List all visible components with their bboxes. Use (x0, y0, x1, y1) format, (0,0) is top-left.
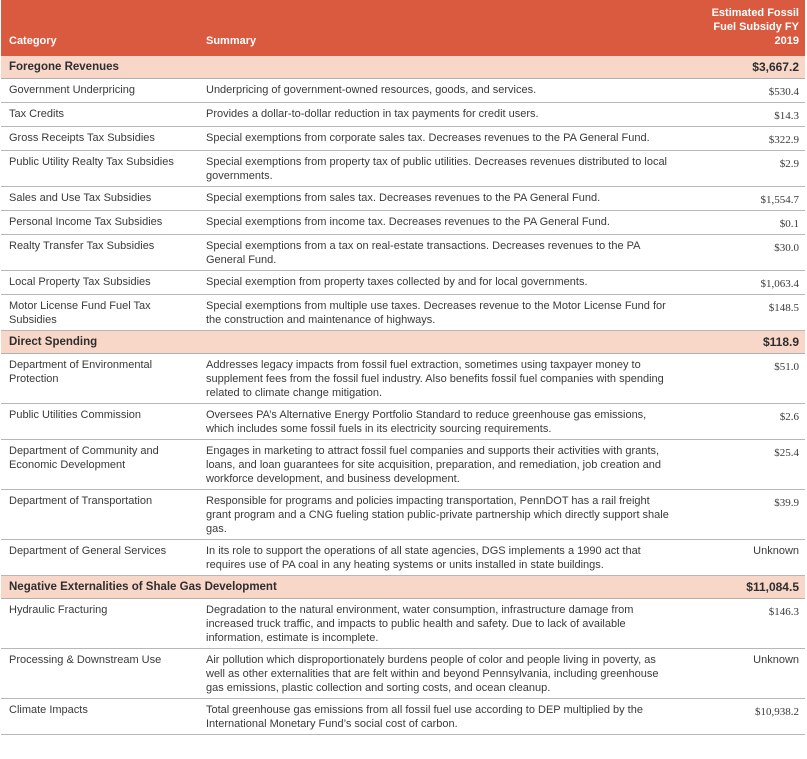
row-summary: Special exemptions from multiple use taxes. Decreases revenue to the Motor License Fund for the construction and maintenance of highways. (198, 295, 680, 331)
row-category: Department of Community and Economic Development (1, 440, 198, 490)
table-row (1, 440, 805, 490)
row-category: Motor License Fund Fuel Tax Subsidies (1, 295, 198, 331)
row-summary: In its role to support the operations of all state agencies, DGS implements a 1990 act that requires use of PA coal in any heating systems or units installed in state buildings. (198, 540, 680, 576)
row-summary: Special exemptions from sales tax. Decreases revenues to the PA General Fund. (198, 187, 680, 211)
row-summary: Special exemptions from income tax. Decreases revenues to the PA General Fund. (198, 211, 680, 235)
row-value: $2.9 (680, 151, 805, 187)
table-row (1, 404, 805, 440)
row-summary: Special exemption from property taxes collected by and for local governments. (198, 271, 680, 295)
row-summary: Special exemptions from corporate sales tax. Decreases revenues to the PA General Fund. (198, 127, 680, 151)
table-row (1, 127, 805, 151)
row-summary: Special exemptions from a tax on real-estate transactions. Decreases revenues to the PA General Fund. (198, 235, 680, 271)
section-header (1, 331, 805, 354)
section-total: $118.9 (680, 331, 805, 354)
row-category: Personal Income Tax Subsidies (1, 211, 198, 235)
header-summary: Summary (198, 0, 680, 56)
section-header (1, 56, 805, 79)
row-category: Gross Receipts Tax Subsidies (1, 127, 198, 151)
row-summary: Degradation to the natural environment, water consumption, infrastructure damage from increased truck traffic, and impacts to public health and safety. Due to lack of available information, estimate is incomplete. (198, 599, 680, 649)
row-value: $14.3 (680, 103, 805, 127)
section-title: Negative Externalities of Shale Gas Development (1, 576, 680, 599)
row-value: $322.9 (680, 127, 805, 151)
row-value: $2.6 (680, 404, 805, 440)
row-value: $30.0 (680, 235, 805, 271)
row-summary: Responsible for programs and policies impacting transportation, PennDOT has a rail freight grant program and a CNG fueling station public-private partnership which directly support shale gas. (198, 490, 680, 540)
section-foregone-revenues (1, 56, 805, 331)
row-category: Public Utility Realty Tax Subsidies (1, 151, 198, 187)
table-row (1, 211, 805, 235)
header-row (1, 0, 805, 56)
section-title: Direct Spending (1, 331, 680, 354)
row-summary: Engages in marketing to attract fossil fuel companies and supports their activities with grants, loans, and loan guarantees for site acquisition, preparation, and remediation, job creation and workforce development, and business development. (198, 440, 680, 490)
row-value: $148.5 (680, 295, 805, 331)
table-row (1, 271, 805, 295)
table-row (1, 187, 805, 211)
section-negative-externalities (1, 576, 805, 735)
row-category: Public Utilities Commission (1, 404, 198, 440)
table-row (1, 354, 805, 404)
row-category: Realty Transfer Tax Subsidies (1, 235, 198, 271)
row-value: $1,063.4 (680, 271, 805, 295)
row-value: $530.4 (680, 79, 805, 103)
table-row (1, 599, 805, 649)
table-row (1, 235, 805, 271)
header-estimate: Estimated Fossil Fuel Subsidy FY 2019 (680, 0, 805, 56)
row-category: Department of Environmental Protection (1, 354, 198, 404)
table-row (1, 103, 805, 127)
section-direct-spending (1, 331, 805, 576)
row-category: Tax Credits (1, 103, 198, 127)
subsidy-table (1, 0, 805, 735)
row-category: Department of General Services (1, 540, 198, 576)
row-value: $25.4 (680, 440, 805, 490)
row-category: Climate Impacts (1, 699, 198, 735)
row-category: Local Property Tax Subsidies (1, 271, 198, 295)
section-total: $11,084.5 (680, 576, 805, 599)
row-value: $0.1 (680, 211, 805, 235)
table-row (1, 540, 805, 576)
section-header (1, 576, 805, 599)
table-row (1, 151, 805, 187)
table-row (1, 79, 805, 103)
row-value: $39.9 (680, 490, 805, 540)
table-row (1, 649, 805, 699)
row-summary: Underpricing of government-owned resources, goods, and services. (198, 79, 680, 103)
row-summary: Total greenhouse gas emissions from all fossil fuel use according to DEP multiplied by the International Monetary Fund’s social cost of carbon. (198, 699, 680, 735)
row-value: $1,554.7 (680, 187, 805, 211)
header-category: Category (1, 0, 198, 56)
row-value: $51.0 (680, 354, 805, 404)
row-category: Sales and Use Tax Subsidies (1, 187, 198, 211)
row-value: $10,938.2 (680, 699, 805, 735)
row-category: Government Underpricing (1, 79, 198, 103)
row-value: $146.3 (680, 599, 805, 649)
row-value: Unknown (680, 649, 805, 699)
row-summary: Provides a dollar-to-dollar reduction in tax payments for credit users. (198, 103, 680, 127)
section-title: Foregone Revenues (1, 56, 680, 79)
table-row (1, 490, 805, 540)
row-value: Unknown (680, 540, 805, 576)
row-category: Department of Transportation (1, 490, 198, 540)
row-category: Hydraulic Fracturing (1, 599, 198, 649)
table-row (1, 699, 805, 735)
row-category: Processing & Downstream Use (1, 649, 198, 699)
row-summary: Oversees PA’s Alternative Energy Portfolio Standard to reduce greenhouse gas emissions, which includes some fossil fuels in its electricity sourcing requirements. (198, 404, 680, 440)
row-summary: Air pollution which disproportionately burdens people of color and people living in poverty, as well as other externalities that are felt within and beyond Pennsylvania, including greenhouse gas emissions, plastic collection and sorting costs, and ocean cleanup. (198, 649, 680, 699)
section-total: $3,667.2 (680, 56, 805, 79)
row-summary: Special exemptions from property tax of public utilities. Decreases revenues distributed to local governments. (198, 151, 680, 187)
row-summary: Addresses legacy impacts from fossil fuel extraction, sometimes using taxpayer money to supplement fees from the fossil fuel industry. Also benefits fossil fuel companies with spending related to climate change mitigation. (198, 354, 680, 404)
table-row (1, 295, 805, 331)
